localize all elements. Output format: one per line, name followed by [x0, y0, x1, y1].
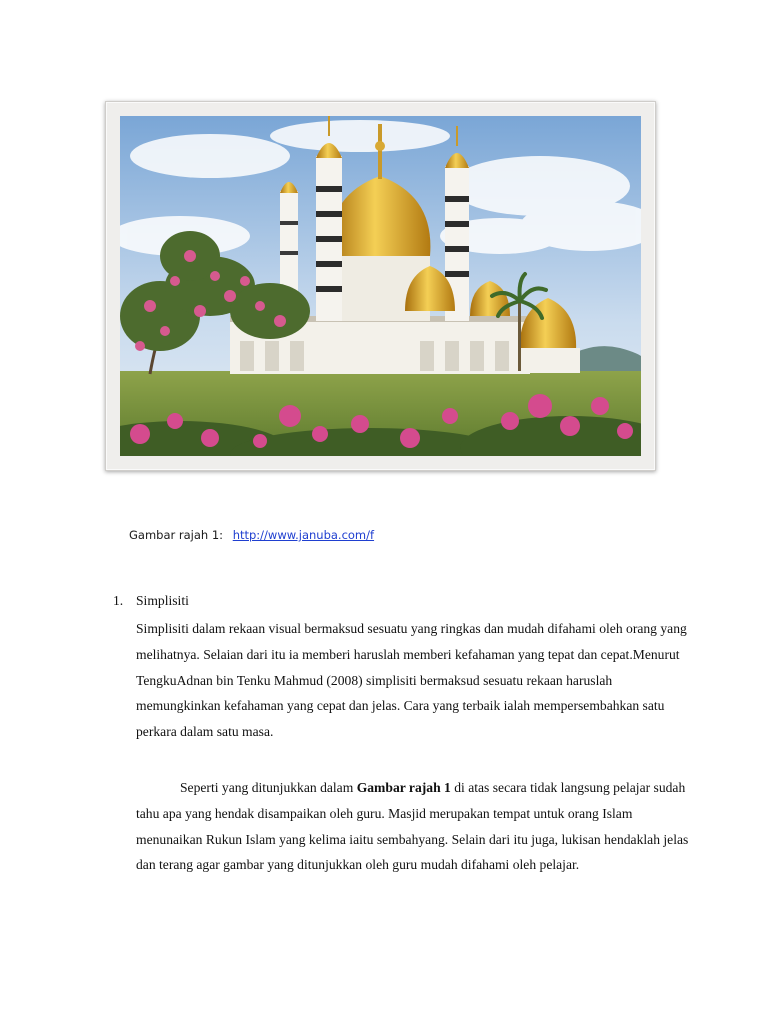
figure-reference: Gambar rajah 1	[356, 779, 451, 795]
section-title: Simplisiti	[136, 593, 189, 608]
caption-link[interactable]: http://www.januba.com/f	[232, 528, 375, 542]
mosque-photo-frame	[105, 101, 656, 471]
mosque-photo	[120, 116, 641, 456]
section-simplisiti	[113, 590, 693, 878]
caption-label: Gambar rajah 1:	[129, 528, 224, 542]
paragraph-2	[136, 775, 693, 878]
figure-caption	[129, 528, 374, 542]
section-heading	[113, 590, 693, 612]
paragraph-1: Simplisiti dalam rekaan visual bermaksud sesuatu yang ringkas dan mudah difahami oleh orang yang melihatnya. Selaian dari itu ia memberi haruslah memberi kefahaman yang tepat dan cepat.Menurut TengkuAdnan bin Tenku Mahmud (2008) simplisiti bermaksud sesuatu rekaan haruslah memungkinkan kefahaman yang cepat dan jelas. Cara yang terbaik ialah mempersembahkan satu perkara dalam satu masa.	[136, 621, 687, 740]
section-number: 1.	[113, 593, 124, 608]
paragraph-2-intro: Seperti yang ditunjukkan dalam	[180, 779, 357, 795]
paragraph-2-body: di atas secara tidak langsung pelajar sudah tahu apa yang hendak disampaikan oleh guru. Masjid merupakan tempat untuk orang Islam menunaikan Rukun Islam yang kelima iaitu sembahyang. Selain dari itu juga, lukisan hendaklah jelas dan terang agar gambar yang ditunjukkan oleh guru mudah difahami oleh pelajar.	[136, 779, 689, 873]
